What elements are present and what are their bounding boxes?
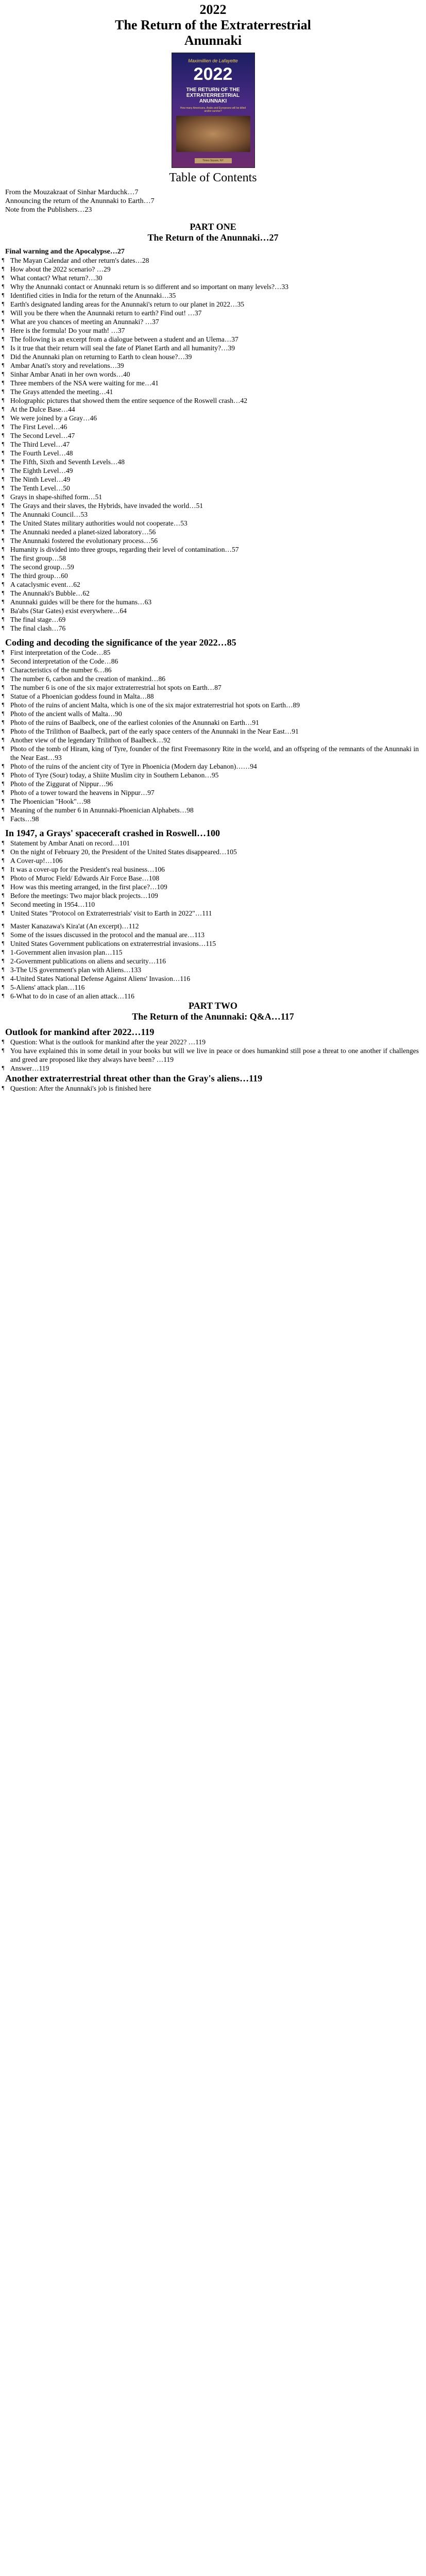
bullet-icon: ¶ [2,772,5,778]
toc-entry[interactable] [0,536,426,545]
cover-title: THE RETURN OF THE EXTRATERRESTRIAL ANUNNAKI [186,87,240,104]
toc-entry-text: How was this meeting arranged, in the first place?…109 [10,883,167,891]
bullet-icon: ¶ [2,875,5,881]
bullet-icon: ¶ [2,940,5,946]
toc-entry[interactable] [0,606,426,615]
bullet-icon: ¶ [2,728,5,734]
toc-entry-text: The Second Level…47 [10,432,75,439]
toc-entry-text: Sinhar Ambar Anati in her own words…40 [10,370,130,378]
toc-entry[interactable] [0,501,426,510]
bullet-icon: ¶ [2,283,5,290]
toc-entry-text: Photo of a tower toward the heavens in Nippur…97 [10,789,155,796]
section-title[interactable]: In 1947, a Grays' spaceceraft crashed in Roswell…100 [5,828,220,838]
bullet-icon: ¶ [2,763,5,769]
toc-entry-text: The final clash…76 [10,624,66,632]
toc-entry-text: Second interpretation of the Code…86 [10,657,118,665]
toc-entry-text: The Grays attended the meeting…41 [10,388,113,396]
toc-entry[interactable] [0,274,426,282]
toc-entry-text: United States Government publications on extraterrestrial invasions…115 [10,940,216,947]
bullet-icon: ¶ [2,658,5,664]
toc-entry-text: At the Dulce Base…44 [10,405,75,413]
toc-entry-text: We were joined by a Gray…46 [10,414,97,422]
toc-entry-text: Anunnaki guides will be there for the humans…63 [10,598,152,606]
bullet-icon: ¶ [2,266,5,272]
bullet-icon: ¶ [2,406,5,412]
bullet-icon: ¶ [2,781,5,787]
toc-entry-text: Master Kanazawa's Kira'at (An excerpt)…112 [10,922,139,930]
bullet-icon: ¶ [2,485,5,491]
toc-entry[interactable] [0,422,426,431]
toc-entry[interactable] [0,563,426,571]
toc-entry[interactable] [0,692,426,701]
toc-entry-text: The Anunnaki needed a planet-sized laboratory…56 [10,528,156,536]
toc-entry[interactable] [0,545,426,554]
bullet-icon: ¶ [2,511,5,517]
bullet-icon: ¶ [2,892,5,899]
toc-entry[interactable] [0,683,426,692]
toc-entry[interactable] [0,598,426,606]
toc-entry-text: The Phoenician "Hook"…98 [10,798,91,805]
bullet-icon: ¶ [2,415,5,421]
toc-entry-text: Before the meetings: Two major black projects…109 [10,892,158,900]
bullet-icon: ¶ [2,949,5,955]
toc-entry-text: Photo of the ruins of Baalbeck, one of the earliest colonies of the Anunnaki on Earth…91 [10,719,259,726]
toc-entry[interactable] [0,779,426,788]
bullet-icon: ¶ [2,993,5,999]
toc-entry[interactable] [0,379,426,387]
toc-entry[interactable] [0,300,426,309]
toc-entry[interactable] [0,510,426,519]
bullet-icon: ¶ [2,572,5,579]
toc-entry-text: Another view of the legendary Trilithon of Baalbeck…92 [10,736,171,744]
bullet-icon: ¶ [2,719,5,725]
bullet-icon: ¶ [2,502,5,509]
toc-entry[interactable] [0,431,426,440]
bullet-icon: ¶ [2,840,5,846]
bullet-icon: ¶ [2,693,5,699]
toc-entry[interactable] [0,891,426,900]
toc-entry-text: The Anunnaki's Bubble…62 [10,589,90,597]
toc-entry[interactable] [0,265,426,274]
book-title-line1: The Return of the Extraterrestrial [115,18,311,32]
toc-entry-text: Earth's designated landing areas for the Anunnaki's return to our planet in 2022…35 [10,300,245,308]
toc-entry[interactable] [0,326,426,335]
toc-entry[interactable] [0,1038,426,1046]
bullet-icon: ¶ [2,789,5,795]
toc-entry-text: Photo of the Ziggurat of Nippur…96 [10,780,113,788]
toc-entry-text: Ambar Anati's story and revelations…39 [10,362,124,369]
bullet-icon: ¶ [2,923,5,929]
toc-entry-text: Question: What is the outlook for mankind after the year 2022? …119 [10,1038,206,1046]
toc-entry[interactable] [0,449,426,457]
toc-entry[interactable]: From the Mouzakraat of Sinhar Marduchk…7 [5,189,139,196]
bullet-icon: ¶ [2,816,5,822]
toc-entry[interactable] [0,701,426,709]
toc-entry-text: Photo of Muroc Field/ Edwards Air Force Base…108 [10,874,160,882]
toc-entry[interactable] [0,571,426,580]
bullet-icon: ¶ [2,625,5,631]
toc-entry[interactable] [0,718,426,727]
bullet-icon: ¶ [2,807,5,813]
section-title[interactable]: Coding and decoding the significance of the year 2022…85 [5,637,236,648]
toc-entry-text: The Grays and their slaves, the Hybrids, have invaded the world…51 [10,502,203,510]
toc-entry[interactable] [0,771,426,779]
bullet-icon: ¶ [2,362,5,368]
toc-entry-text: Statue of a Phoenician goddess found in Malta…88 [10,692,154,700]
bullet-icon: ¶ [2,958,5,964]
part-one-label: PART ONE [190,222,236,232]
bullet-icon: ¶ [2,702,5,708]
toc-entry[interactable] [0,528,426,536]
toc-entry-text: Here is the formula! Do your math! …37 [10,327,125,334]
toc-entry[interactable] [0,848,426,856]
toc-entry[interactable] [0,648,426,657]
toc-entry-text: The Mayan Calendar and other return's dates…28 [10,257,149,264]
toc-entry[interactable] [0,666,426,674]
section-items [0,1038,426,1073]
toc-entry-text: The Fourth Level…48 [10,449,73,457]
toc-entry-text: 3-The US government's plan with Aliens…133 [10,966,142,974]
toc-entry-text: A Cover-up!…106 [10,857,63,865]
toc-entry[interactable] [0,1064,426,1073]
toc-entry-text: The Eighth Level…49 [10,467,73,474]
toc-entry[interactable] [0,1084,426,1093]
toc-entry-text: Facts…98 [10,815,39,823]
section-title[interactable]: Outlook for mankind after 2022…119 [5,1027,155,1037]
bullet-icon: ¶ [2,798,5,804]
cover-relief-artwork [176,116,250,152]
bullet-icon: ¶ [2,520,5,526]
cover-author: Maximillien de Lafayette [188,58,238,63]
toc-entry-text: What are you chances of meeting an Anunnaki? …37 [10,318,159,326]
toc-entry-text: Photo of the ruins of ancient Malta, which is one of the six major extraterrestrial hot spots on Earth…89 [10,701,300,709]
bullet-icon: ¶ [2,975,5,981]
bullet-icon: ¶ [2,529,5,535]
bullet-icon: ¶ [2,1085,5,1091]
section-items [0,648,426,823]
bullet-icon: ¶ [2,459,5,465]
section-items [0,256,426,633]
toc-entry[interactable] [0,352,426,361]
toc-entry-text: On the night of February 20, the President of the United States disappeared…105 [10,848,237,856]
toc-entry-text: The number 6, carbon and the creation of mankind…86 [10,675,166,683]
bullet-icon: ¶ [2,849,5,855]
toc-entry-text: The second group…59 [10,563,74,571]
section-items [0,839,426,918]
toc-entry[interactable] [0,865,426,874]
bullet-icon: ¶ [2,607,5,614]
toc-entry-text: What contact? What return?…30 [10,274,103,282]
bullet-icon: ¶ [2,599,5,605]
toc-entry-text: The Third Level…47 [10,440,70,448]
toc-entry-text: Meaning of the number 6 in Anunnaki-Phoenician Alphabets…98 [10,806,194,814]
toc-entry-text: You have explained this in some detail in your books but will we live in peace or does humankind still pose a threat to one another if challenges and greed are proposed like they always have been? …119 [10,1047,419,1063]
toc-entry[interactable] [0,674,426,683]
toc-entry[interactable] [0,957,426,965]
bullet-icon: ¶ [2,857,5,863]
bullet-icon: ¶ [2,257,5,263]
toc-front-matter [0,188,426,214]
bullet-icon: ¶ [2,710,5,717]
toc-entry[interactable]: Note from the Publishers…23 [5,206,92,214]
toc-entry-text: Photo of the ancient walls of Malta…90 [10,710,122,718]
toc-entry-text: The First Level…46 [10,423,67,431]
toc-entry-text: Photo of the ruins of the ancient city of Tyre in Phoenicia (Modern day Lebanon)……94 [10,762,257,770]
bullet-icon: ¶ [2,450,5,456]
toc-entry-text: 5-Aliens' attack plan…116 [10,984,85,991]
toc-entry-text: Answer…119 [10,1064,49,1072]
bullet-icon: ¶ [2,292,5,298]
bullet-icon: ¶ [2,301,5,307]
bullet-icon: ¶ [2,1039,5,1045]
toc-entry[interactable] [0,939,426,948]
cover-year: 2022 [193,64,233,84]
toc-entry-text: The Ninth Level…49 [10,476,71,483]
bullet-icon: ¶ [2,432,5,438]
toc-entry[interactable] [0,317,426,326]
bullet-icon: ¶ [2,555,5,561]
toc-entry-text: United States "Protocol on Extraterrestrials' visit to Earth in 2022"…111 [10,909,212,917]
toc-entry[interactable] [0,256,426,265]
toc-entry-text: Photo of Tyre (Sour) today, a Shiite Muslim city in Southern Lebanon…95 [10,771,219,779]
bullet-icon: ¶ [2,310,5,316]
bullet-icon: ¶ [2,1047,5,1054]
toc-entry[interactable] [0,797,426,806]
toc-entry[interactable]: Announcing the return of the Anunnaki to Earth…7 [5,197,155,205]
toc-entry-text: Holographic pictures that showed them the entire sequence of the Roswell crash…42 [10,397,247,404]
bullet-icon: ¶ [2,397,5,403]
toc-entry-text: Humanity is divided into three groups, regarding their level of contamination…57 [10,546,239,553]
toc-entry-text: Question: After the Anunnaki's job is finished here [10,1084,151,1092]
toc-entry[interactable] [0,727,426,736]
toc-entry[interactable] [0,589,426,598]
toc-entry-text: Is it true that their return will seal the fate of Planet Earth and all humanity?…39 [10,344,235,352]
bullet-icon: ¶ [2,590,5,596]
toc-entry[interactable] [0,440,426,449]
bullet-icon: ¶ [2,866,5,872]
toc-entry-text: The first group…58 [10,554,66,562]
toc-entry[interactable] [0,657,426,666]
book-cover-image [172,53,255,168]
toc-entry[interactable] [0,615,426,624]
toc-entry[interactable] [0,874,426,883]
toc-entry[interactable] [0,909,426,918]
book-year: 2022 [199,2,227,17]
toc-entry[interactable] [0,900,426,909]
toc-entry[interactable] [0,922,426,930]
cover-subtitle: How many Americans, Arabs and Europeans will be killed and/or survive? [180,107,246,113]
bullet-icon: ¶ [2,675,5,682]
toc-entry-text: The Tenth Level…50 [10,484,70,492]
toc-entry-text: Characteristics of the number 6…86 [10,666,112,674]
bullet-icon: ¶ [2,684,5,690]
toc-entry[interactable] [0,580,426,589]
toc-heading: Table of Contents [169,171,257,184]
toc-entry[interactable] [0,361,426,370]
bullet-icon: ¶ [2,537,5,544]
bullet-icon: ¶ [2,275,5,281]
bullet-icon: ¶ [2,901,5,907]
toc-entry[interactable] [0,519,426,528]
toc-entry[interactable] [0,856,426,865]
toc-entry-text: The Anunnaki fostered the evolutionary process…56 [10,537,158,545]
toc-entry[interactable] [0,370,426,379]
toc-entry-text: Photo of the Trilithon of Baalbeck, part of the early space centers of the Anunnaki in the Near East…91 [10,727,299,735]
toc-entry[interactable] [0,762,426,771]
toc-entry-text: It was a cover-up for the President's real business…106 [10,866,165,873]
toc-entry-text: 2-Government publications on aliens and security…116 [10,957,166,965]
bullet-icon: ¶ [2,737,5,743]
part-one-title[interactable]: The Return of the Anunnaki…27 [147,232,279,243]
toc-entry[interactable] [0,493,426,501]
book-title-line2: Anunnaki [184,33,242,48]
toc-entry[interactable] [0,405,426,414]
toc-entry-text: First interpretation of the Code…85 [10,649,111,656]
section-items [0,922,426,1001]
bullet-icon: ¶ [2,327,5,333]
toc-entry-text: A cataclysmic event…62 [10,581,80,588]
toc-entry[interactable] [0,974,426,983]
toc-entry[interactable] [0,309,426,317]
bullet-icon: ¶ [2,467,5,473]
bullet-icon: ¶ [2,388,5,395]
toc-entry[interactable] [0,554,426,563]
part-two-label: PART TWO [189,1001,237,1011]
toc-entry[interactable] [0,744,426,762]
toc-entry-text: Ba'abs (Star Gates) exist everywhere…64 [10,607,127,615]
toc-entry[interactable] [0,457,426,466]
toc-entry-text: 4-United States National Defense Against Aliens' Invasion…116 [10,975,191,982]
toc-entry[interactable] [0,624,426,633]
toc-entry[interactable] [0,983,426,992]
bullet-icon: ¶ [2,967,5,973]
toc-entry-text: Some of the issues discussed in the protocol and the manual are…113 [10,931,205,939]
toc-entry[interactable] [0,466,426,475]
toc-entry-text: The Fifth, Sixth and Seventh Levels…48 [10,458,125,466]
bullet-icon: ¶ [2,616,5,622]
bullet-icon: ¶ [2,745,5,752]
toc-entry-text: Statement by Ambar Anati on record…101 [10,839,130,847]
bullet-icon: ¶ [2,649,5,655]
toc-entry[interactable] [0,992,426,1001]
toc-entry-text: The third group…60 [10,572,68,580]
bullet-icon: ¶ [2,353,5,360]
toc-entry[interactable] [0,475,426,484]
toc-entry-text: Photo of the tomb of Hiram, king of Tyre, founder of the first Freemasonry Rite in the world, and an offspring of the remnants of the Anunnaki in the Near East…93 [10,745,419,761]
bullet-icon: ¶ [2,371,5,377]
bullet-icon: ¶ [2,423,5,430]
toc-entry-text: 6-What to do in case of an alien attack…116 [10,992,134,1000]
toc-entry[interactable] [0,709,426,718]
toc-entry[interactable] [0,396,426,405]
toc-entry-text: The Anunnaki Council…53 [10,511,88,518]
toc-entry-text: Will you be there when the Anunnaki return to earth? Find out! …37 [10,309,202,317]
bullet-icon: ¶ [2,931,5,938]
toc-entry-text: Three members of the NSA were waiting for me…41 [10,379,159,387]
toc-entry-text: The United States military authorities would not cooperate…53 [10,519,188,527]
bullet-icon: ¶ [2,476,5,482]
bullet-icon: ¶ [2,318,5,325]
toc-entry-text: Identified cities in India for the return of the Anunnaki…35 [10,292,176,299]
toc-entry[interactable] [0,414,426,422]
toc-entry[interactable] [0,282,426,291]
toc-entry[interactable] [0,335,426,344]
toc-entry[interactable] [0,1046,426,1064]
toc-entry[interactable] [0,883,426,891]
toc-entry[interactable] [0,948,426,957]
bullet-icon: ¶ [2,345,5,351]
section-items [0,1084,426,1093]
toc-entry-text: Grays in shape-shifted form…51 [10,493,103,501]
bullet-icon: ¶ [2,581,5,587]
bullet-icon: ¶ [2,546,5,552]
toc-entry[interactable] [0,806,426,815]
bullet-icon: ¶ [2,1065,5,1071]
toc-entry-text: Second meeting in 1954…110 [10,901,95,908]
toc-entry[interactable] [0,484,426,493]
toc-entry-text: Did the Anunnaki plan on returning to Earth to clean house?…39 [10,353,192,361]
toc-entry[interactable] [0,736,426,744]
bullet-icon: ¶ [2,494,5,500]
toc-entry[interactable] [0,344,426,352]
bullet-icon: ¶ [2,667,5,673]
toc-entry[interactable] [0,930,426,939]
toc-entry-text: The following is an excerpt from a dialogue between a student and an Ulema…37 [10,335,238,343]
toc-entry[interactable] [0,965,426,974]
part-two-title[interactable]: The Return of the Anunnaki: Q&A…117 [132,1011,294,1022]
bullet-icon: ¶ [2,910,5,916]
toc-entry-text: The number 6 is one of the six major extraterrestrial hot spots on Earth…87 [10,684,221,691]
toc-entry-text: Why the Anunnaki contact or Anunnaki return is so different and so important on many levels?…33 [10,283,289,291]
bullet-icon: ¶ [2,441,5,447]
section-title[interactable]: Final warning and the Apocalypse…27 [5,248,125,256]
bullet-icon: ¶ [2,380,5,386]
toc-entry-text: 1-Government alien invasion plan…115 [10,948,123,956]
toc-entry-text: The final stage…69 [10,616,66,623]
bullet-icon: ¶ [2,564,5,570]
toc-entry[interactable] [0,291,426,300]
toc-entry-text: How about the 2022 scenario? …29 [10,265,111,273]
toc-entry[interactable] [0,815,426,823]
bullet-icon: ¶ [2,336,5,342]
toc-entry[interactable] [0,387,426,396]
section-title[interactable]: Another extraterrestrial threat other than the Gray's aliens…119 [5,1073,263,1083]
bullet-icon: ¶ [2,984,5,990]
bullet-icon: ¶ [2,884,5,890]
toc-entry[interactable] [0,788,426,797]
cover-plaque: Times Square, NY [195,158,232,163]
toc-entry[interactable] [0,839,426,848]
